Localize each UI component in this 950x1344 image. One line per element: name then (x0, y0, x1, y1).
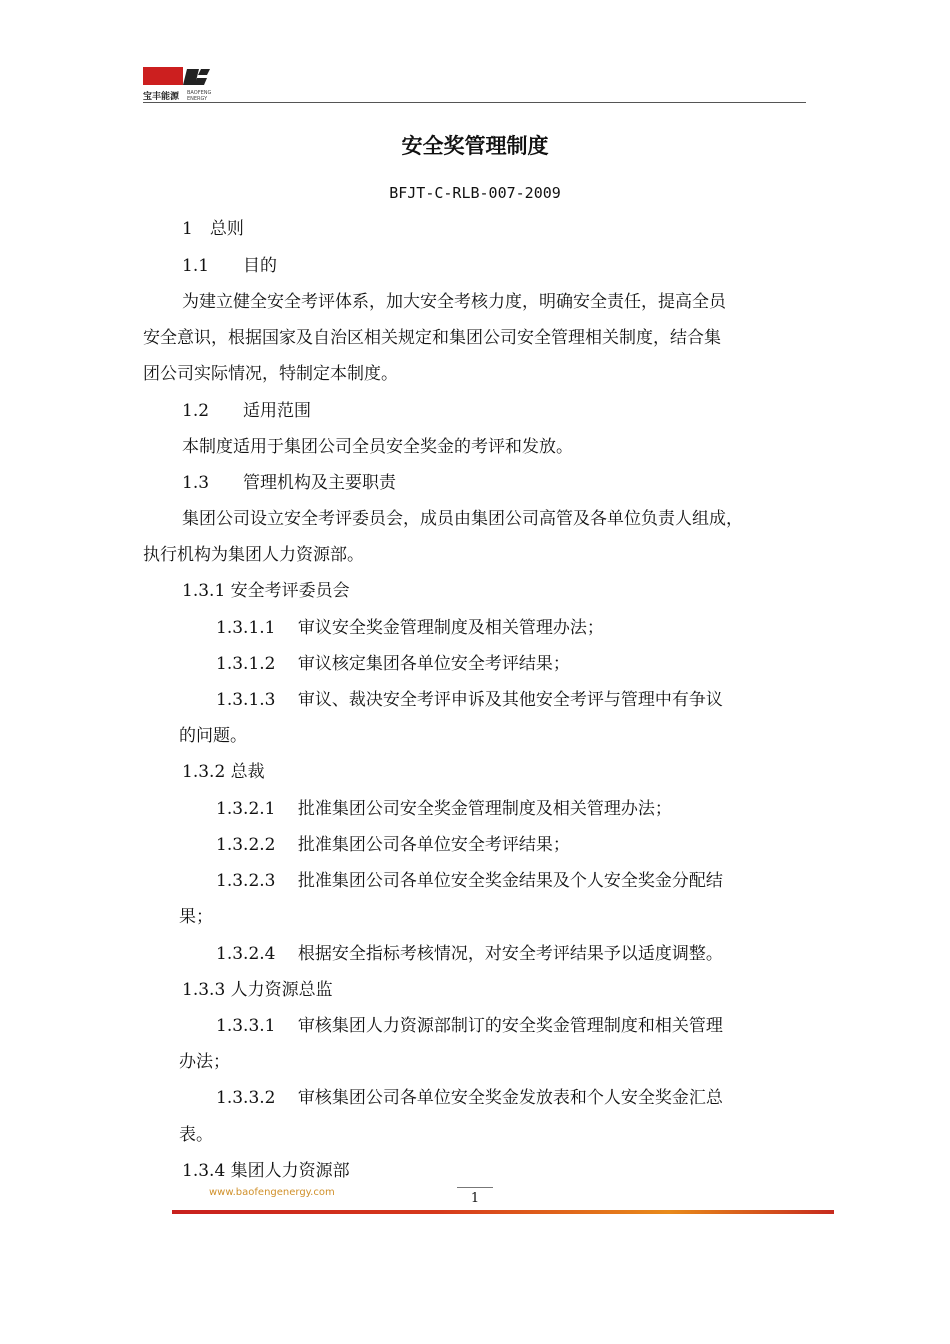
clause-item: 1.3.1.1 审议安全奖金管理制度及相关管理办法； (216, 618, 604, 638)
clause-item-continued: 办法； (179, 1052, 230, 1072)
paragraph-line: 执行机构为集团人力资源部。 (143, 545, 364, 565)
logo-red-bar (143, 67, 183, 85)
logo-subtext: BAOFENG ENERGY (187, 90, 212, 102)
subsection-heading: 1.3 管理机构及主要职责 (182, 473, 397, 493)
paragraph-line: 集团公司设立安全考评委员会，成员由集团公司高管及各单位负责人组成， (182, 509, 743, 529)
document-title: 安全奖管理制度 (401, 134, 549, 158)
paragraph-line: 为建立健全安全考评体系，加大安全考核力度，明确安全责任，提高全员 (182, 292, 726, 312)
document-code: BFJT-C-RLB-007-2009 (389, 184, 561, 202)
footer-website: www.baofengenergy.com (209, 1187, 335, 1198)
logo-text: 宝丰能源 (143, 92, 180, 102)
page-number: 1 (470, 1191, 480, 1206)
clause-item: 1.3.3.1 审核集团人力资源部制订的安全奖金管理制度和相关管理 (216, 1016, 723, 1036)
footer-color-bar (172, 1210, 834, 1214)
section-heading: 1 总则 (182, 219, 244, 239)
clause-item: 1.3.3.2 审核集团公司各单位安全奖金发放表和个人安全奖金汇总 (216, 1088, 723, 1108)
header-divider (143, 102, 806, 103)
clause-item-continued: 的问题。 (179, 726, 247, 746)
clause-item: 1.3.1.3 审议、裁决安全考评申诉及其他安全考评与管理中有争议 (216, 690, 723, 710)
clause-item: 1.3.2.1 批准集团公司安全奖金管理制度及相关管理办法； (216, 799, 672, 819)
paragraph-line: 本制度适用于集团公司全员安全奖金的考评和发放。 (182, 437, 573, 457)
clause-item: 1.3.1.2 审议核定集团各单位安全考评结果； (216, 654, 570, 674)
clause-heading: 1.3.1 安全考评委员会 (182, 581, 350, 601)
clause-heading: 1.3.2 总裁 (182, 762, 265, 782)
clause-item-continued: 果； (179, 907, 213, 927)
clause-item: 1.3.2.3 批准集团公司各单位安全奖金结果及个人安全奖金分配结 (216, 871, 723, 891)
subsection-heading: 1.2 适用范围 (182, 401, 312, 421)
clause-item: 1.3.2.4 根据安全指标考核情况，对安全考评结果予以适度调整。 (216, 944, 723, 964)
clause-heading: 1.3.3 人力资源总监 (182, 980, 333, 1000)
page-number-rule (457, 1187, 493, 1188)
clause-item: 1.3.2.2 批准集团公司各单位安全考评结果； (216, 835, 570, 855)
logo-mark-icon (183, 67, 211, 87)
clause-item-continued: 表。 (179, 1125, 213, 1145)
company-logo (143, 67, 213, 103)
paragraph-line: 团公司实际情况，特制定本制度。 (143, 364, 398, 384)
subsection-heading: 1.1 目的 (182, 256, 278, 276)
paragraph-line: 安全意识，根据国家及自治区相关规定和集团公司安全管理相关制度，结合集 (143, 328, 721, 348)
clause-heading: 1.3.4 集团人力资源部 (182, 1161, 350, 1181)
